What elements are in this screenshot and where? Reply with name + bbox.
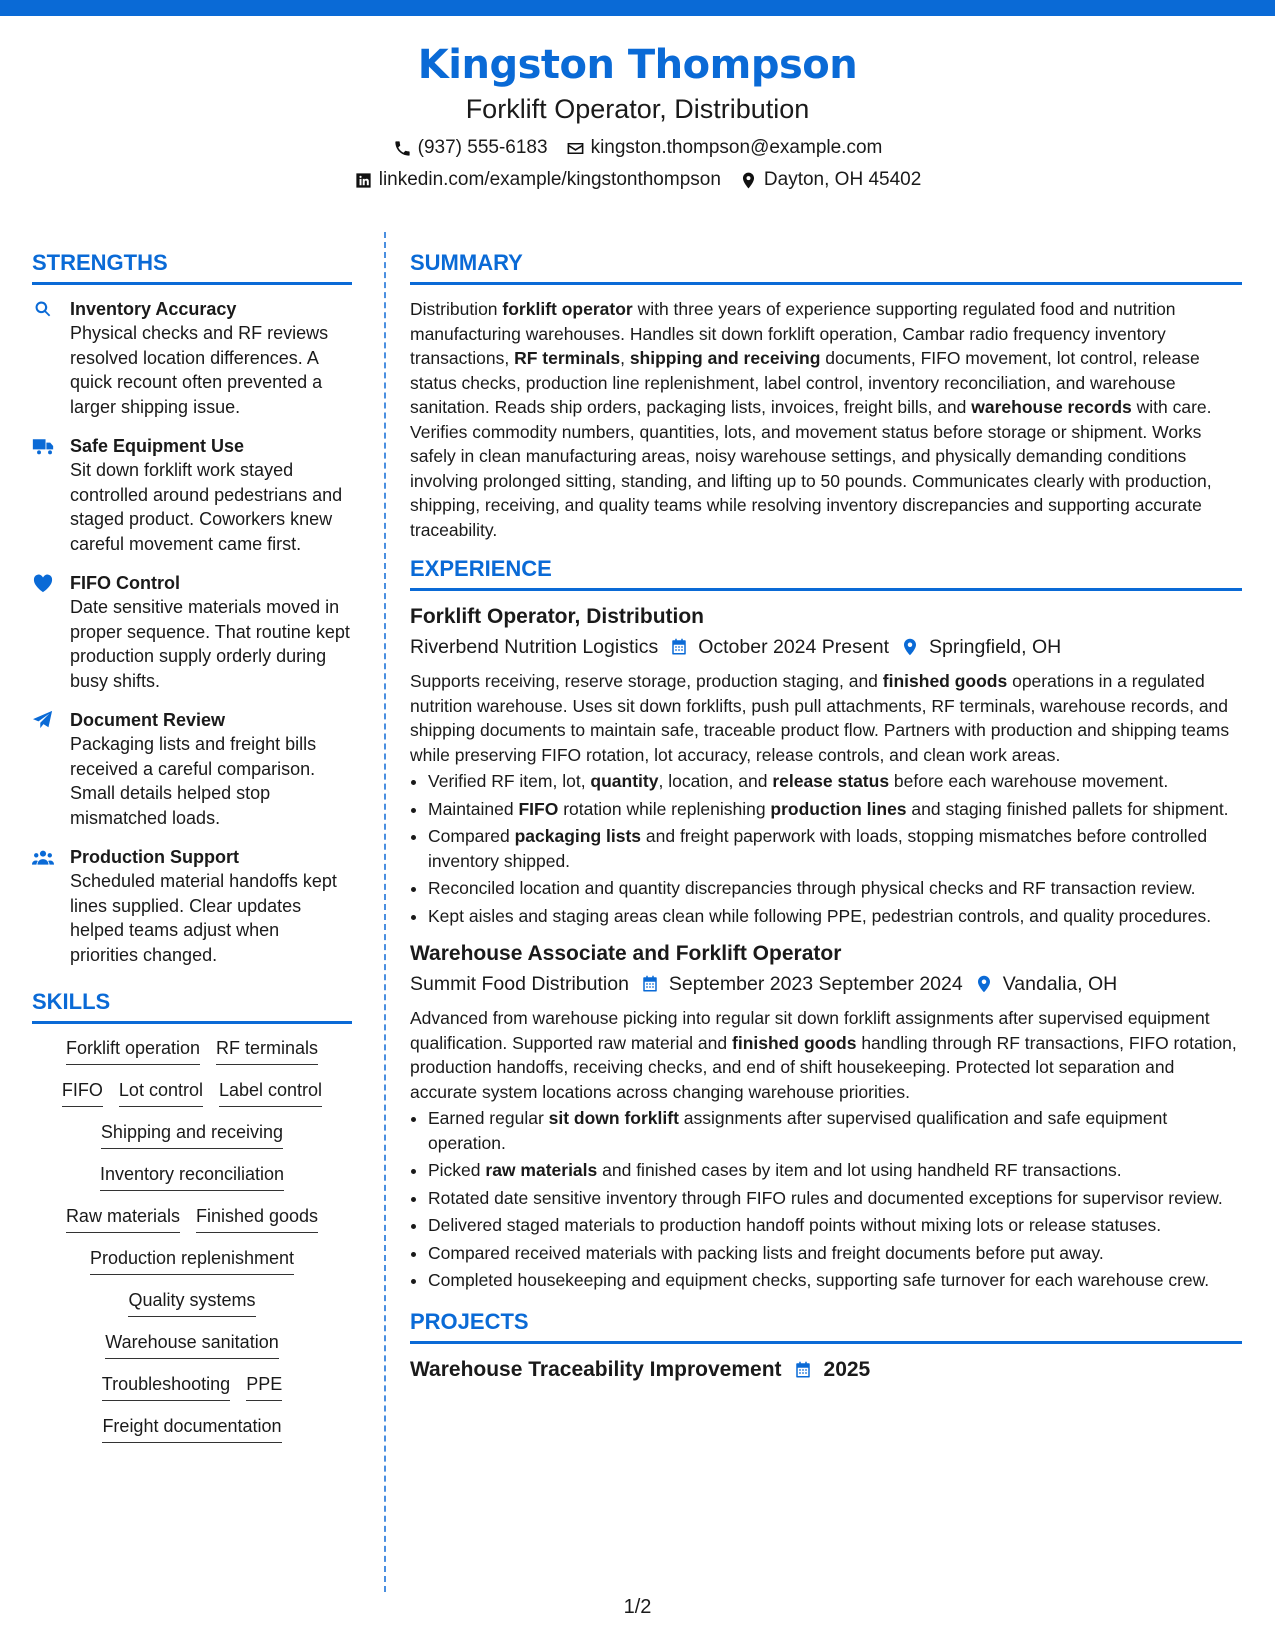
phone-text: (937) 555-6183 <box>417 137 548 158</box>
project-entry <box>410 1356 1242 1384</box>
linkedin-contact[interactable] <box>354 168 721 192</box>
skills-list <box>32 1036 352 1443</box>
strength-desc: Scheduled material handoffs kept lines supplied. Clear updates helped teams adjust when priorities changed. <box>70 871 337 965</box>
job-meta <box>410 970 1242 998</box>
skill-tag: Production replenishment <box>90 1246 294 1275</box>
heart-icon <box>32 571 58 693</box>
job-bullet: • Completed housekeeping and equipment checks, supporting safe turnover for each warehouse crew. <box>428 1268 1242 1293</box>
job-bullet: • Maintained FIFO rotation while replenishing production lines and staging finished pallets for shipment. <box>428 797 1242 822</box>
skills-heading: SKILLS <box>32 989 352 1024</box>
skill-row <box>32 1204 352 1233</box>
job-bullets <box>410 1106 1242 1293</box>
job-bullet: • Verified RF item, lot, quantity, location, and release status before each warehouse movement. <box>428 769 1242 794</box>
search-icon <box>32 297 58 419</box>
skill-tag: Inventory reconciliation <box>100 1162 284 1191</box>
summary-heading: SUMMARY <box>410 250 1242 285</box>
linkedin-icon <box>354 171 373 190</box>
map-pin-icon <box>901 638 919 656</box>
strength-title: Safe Equipment Use <box>70 436 245 456</box>
strengths-heading: STRENGTHS <box>32 250 352 285</box>
job-title: Warehouse Associate and Forklift Operator <box>410 942 842 965</box>
right-column <box>410 250 1242 1384</box>
job-location: Springfield, OH <box>929 636 1062 658</box>
strength-desc: Date sensitive materials moved in proper sequence. That routine kept production supply orderly during busy shifts. <box>70 597 350 691</box>
linkedin-text: linkedin.com/example/kingstonthompson <box>378 169 721 190</box>
skill-tag: FIFO <box>62 1078 103 1107</box>
strengths-list <box>32 297 352 967</box>
phone-contact[interactable] <box>393 136 548 160</box>
phone-icon <box>393 139 412 158</box>
project-year: 2025 <box>823 1357 871 1381</box>
skill-tag: Raw materials <box>66 1204 180 1233</box>
job-bullet: • Earned regular sit down forklift assignments after supervised qualification and safe equipment operation. <box>428 1106 1242 1155</box>
email-contact[interactable] <box>566 136 883 160</box>
skill-tag: Lot control <box>119 1078 203 1107</box>
skill-tag: Quality systems <box>128 1288 255 1317</box>
job-meta <box>410 633 1242 661</box>
job-bullet: • Compared received materials with packing lists and freight documents before put away. <box>428 1241 1242 1266</box>
job-bullet: • Rotated date sensitive inventory through FIFO rules and documented exceptions for supervisor review. <box>428 1186 1242 1211</box>
job-dates: September 2023 September 2024 <box>668 973 963 995</box>
top-accent-bar <box>0 0 1275 16</box>
strength-desc: Physical checks and RF reviews resolved location differences. A quick recount often prevented a larger shipping issue. <box>70 323 329 417</box>
strength-item <box>32 845 352 967</box>
projects-heading: PROJECTS <box>410 1309 1242 1344</box>
skill-row <box>32 1162 352 1191</box>
strength-item <box>32 571 352 693</box>
strength-title: Document Review <box>70 710 226 730</box>
left-column <box>32 250 352 1456</box>
job-bullet: • Delivered staged materials to production handoff points without mixing lots or release statuses. <box>428 1213 1242 1238</box>
strength-item <box>32 708 352 830</box>
strength-item <box>32 434 352 556</box>
skill-row <box>32 1330 352 1359</box>
skill-row <box>32 1120 352 1149</box>
calendar-icon <box>670 638 688 656</box>
job-bullet: • Compared packaging lists and freight paperwork with loads, stopping mismatches before controlled inventory shipped. <box>428 824 1242 873</box>
candidate-title: Forklift Operator, Distribution <box>465 94 810 124</box>
strength-title: FIFO Control <box>70 573 180 593</box>
skill-tag: Troubleshooting <box>102 1372 230 1401</box>
job-company: Summit Food Distribution <box>410 973 629 995</box>
job-dates: October 2024 Present <box>698 636 889 658</box>
job-bullet: • Reconciled location and quantity discrepancies through physical checks and RF transaction review. <box>428 876 1242 901</box>
skill-row <box>32 1288 352 1317</box>
truck-icon <box>32 434 58 556</box>
skill-row <box>32 1246 352 1275</box>
job-bullet: • Picked raw materials and finished cases by item and lot using handheld RF transactions. <box>428 1158 1242 1183</box>
strength-desc: Packaging lists and freight bills received a careful comparison. Small details helped stop mismatched loads. <box>70 734 317 828</box>
resume-header <box>0 40 1275 192</box>
map-pin-icon <box>739 171 758 190</box>
strength-item <box>32 297 352 419</box>
skill-tag: RF terminals <box>216 1036 318 1065</box>
skill-tag: Label control <box>219 1078 322 1107</box>
skill-tag: Freight documentation <box>102 1414 281 1443</box>
contact-row-1 <box>0 136 1275 160</box>
skill-tag: Shipping and receiving <box>101 1120 283 1149</box>
job-description: Supports receiving, reserve storage, production staging, and finished goods operations in a regulated nutrition warehouse. Uses sit down forklifts, push pull attachments, RF terminals, warehouse records, and shipping documents to maintain safe, traceable product flow. Partners with production and shipping teams while preserving FIFO rotation, lot accuracy, release controls, and clean work areas. <box>410 671 1230 765</box>
skill-tag: Forklift operation <box>66 1036 200 1065</box>
calendar-icon <box>794 1361 812 1379</box>
job-bullet: • Kept aisles and staging areas clean while following PPE, pedestrian controls, and quality procedures. <box>428 904 1242 929</box>
job-entry <box>410 603 1242 928</box>
location-contact <box>739 168 921 192</box>
job-entry <box>410 940 1242 1293</box>
strength-title: Production Support <box>70 847 239 867</box>
paper-plane-icon <box>32 708 58 830</box>
skill-tag: PPE <box>246 1372 282 1401</box>
map-pin-icon <box>975 975 993 993</box>
job-bullets <box>410 769 1242 928</box>
summary-text: Distribution forklift operator with three years of experience supporting regulated food and nutrition manufacturing warehouses. Handles sit down forklift operation, Cambar radio frequency inventory transactions, RF terminals, shipping and receiving documents, FIFO movement, lot control, release status checks, production line replenishment, label control, inventory reconciliation, and warehouse sanitation. Reads ship orders, packaging lists, invoices, freight bills, and warehouse records with care. Verifies commodity numbers, quantities, lots, and movement status before storage or shipment. Works safely in clean manufacturing areas, noisy warehouse settings, and physically demanding conditions involving prolonged sitting, standing, and lifting up to 50 pounds. Communicates clearly with production, shipping, receiving, and quality teams while resolving inventory discrepancies and supporting accurate traceability. <box>410 299 1212 540</box>
strength-title: Inventory Accuracy <box>70 299 237 319</box>
candidate-name: Kingston Thompson <box>417 42 858 88</box>
skill-row <box>32 1078 352 1107</box>
skill-row <box>32 1372 352 1401</box>
contact-row-2 <box>0 168 1275 192</box>
job-company: Riverbend Nutrition Logistics <box>410 636 659 658</box>
users-icon <box>32 845 58 967</box>
column-divider <box>384 232 386 1592</box>
experience-heading: EXPERIENCE <box>410 556 1242 591</box>
location-text: Dayton, OH 45402 <box>763 169 922 190</box>
calendar-icon <box>641 975 659 993</box>
skill-tag: Finished goods <box>196 1204 318 1233</box>
skill-tag: Warehouse sanitation <box>105 1330 278 1359</box>
jobs-list <box>410 603 1242 1293</box>
skill-row <box>32 1036 352 1065</box>
skill-row <box>32 1414 352 1443</box>
job-title: Forklift Operator, Distribution <box>410 605 705 628</box>
project-title: Warehouse Traceability Improvement <box>410 1357 782 1381</box>
page-number: 1/2 <box>623 1596 652 1618</box>
strength-desc: Sit down forklift work stayed controlled around pedestrians and staged product. Coworkers knew careful movement came first. <box>70 460 343 554</box>
email-text: kingston.thompson@example.com <box>590 137 883 158</box>
job-location: Vandalia, OH <box>1002 973 1118 995</box>
projects-list <box>410 1356 1242 1384</box>
job-description: Advanced from warehouse picking into regular sit down forklift assignments after supervised equipment qualification. Supported raw material and finished goods handling through RF transactions, FIFO rotation, production handoffs, receiving checks, and end of shift housekeeping. Protected lot separation and accurate system locations across changing warehouse priorities. <box>410 1008 1237 1102</box>
envelope-icon <box>566 139 585 158</box>
